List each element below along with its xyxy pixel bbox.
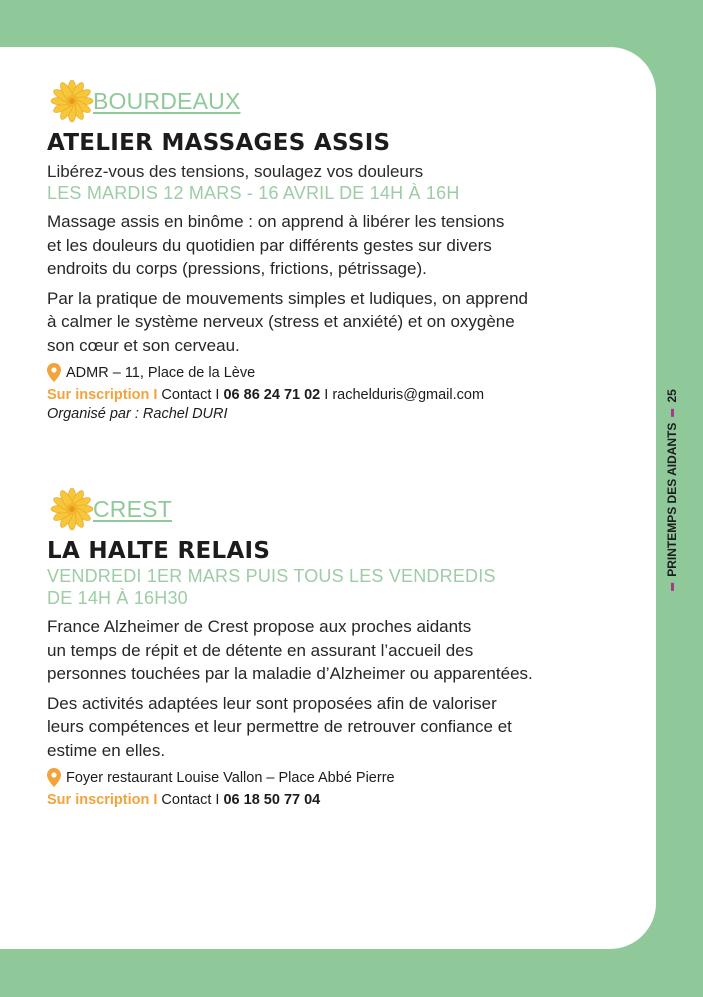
event-description: France Alzheimer de Crest propose aux proches aidants un temps de répit et de détente en assurant l’accueil des personnes touchées par la maladie d’Alzheimer ou apparentées. — [47, 617, 533, 683]
divider-bar — [671, 409, 674, 417]
event-contact — [47, 386, 607, 405]
registration-label: Sur inscription I — [47, 387, 158, 403]
location-pin-icon — [47, 768, 61, 787]
event-subtitle: Libérez-vous des tensions, soulagez vos douleurs — [47, 162, 424, 181]
event-bourdeaux — [47, 78, 607, 424]
city-heading — [49, 78, 607, 124]
side-label — [660, 382, 684, 604]
event-crest — [47, 486, 607, 810]
contact-label: Contact I — [161, 792, 220, 808]
event-date: LES MARDIS 12 MARS - 16 AVRIL DE 14H À 16H — [47, 183, 460, 203]
event-date: VENDREDI 1ER MARS PUIS TOUS LES VENDREDIS DE 14H À 16H30 — [47, 566, 496, 608]
event-description: Massage assis en binôme : on apprend à libérer les tensions et les douleurs du quotidien par différents gestes sur divers endroits du corps (pressions, frictions, pétrissage). — [47, 212, 505, 278]
sunflower-icon — [49, 486, 95, 532]
event-location: ADMR – 11, Place de la Lève — [47, 363, 607, 382]
event-description: Des activités adaptées leur sont proposées afin de valoriser leurs compétences et leur permettre de retrouver confiance et estime en elles. — [47, 693, 512, 760]
divider-bar — [671, 583, 674, 591]
event-contact — [47, 791, 607, 810]
event-title: LA HALTE RELAIS — [47, 538, 271, 564]
city-link[interactable]: BOURDEAUX — [93, 87, 241, 114]
brochure-title: PRINTEMPS DES AIDANTS — [665, 422, 679, 577]
location-pin-icon — [47, 363, 61, 382]
email-address[interactable]: I rachelduris@gmail.com — [324, 387, 485, 403]
event-location: Foyer restaurant Louise Vallon – Place Abbé Pierre — [47, 768, 607, 787]
event-title: ATELIER MASSAGES ASSIS — [47, 130, 391, 156]
contact-label: Contact I — [161, 387, 220, 403]
phone-number[interactable]: 06 86 24 71 02 — [223, 387, 321, 403]
event-organizer: Organisé par : Rachel DURI — [47, 406, 228, 422]
event-description: Par la pratique de mouvements simples et ludiques, on apprend à calmer le système nerveux (stress et anxiété) et on oxygène son cœur et son cerveau. — [47, 288, 529, 355]
page-number: 25 — [665, 389, 679, 403]
city-heading — [49, 486, 607, 532]
sunflower-icon — [49, 78, 95, 124]
phone-number[interactable]: 06 18 50 77 04 — [223, 792, 321, 808]
city-link[interactable]: CREST — [93, 495, 172, 522]
registration-label: Sur inscription I — [47, 792, 158, 808]
